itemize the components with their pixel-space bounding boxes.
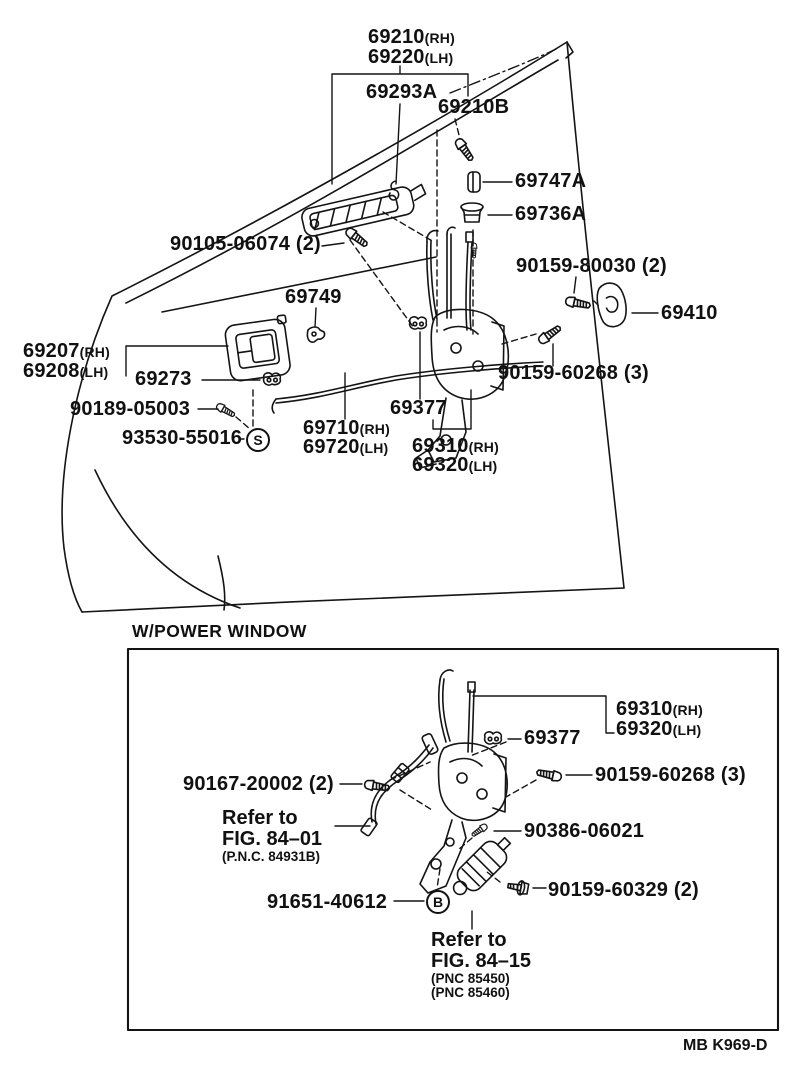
label-69720: 69720(LH) [303, 436, 389, 458]
clip-69749 [307, 327, 324, 342]
label-69377-pw: 69377 [524, 727, 581, 749]
label-69310-main: 69310(RH) [412, 435, 499, 457]
screw-69210B [453, 137, 475, 163]
refer1-line2: FIG. 84–01 [222, 828, 323, 850]
screw-90159-60268-main [537, 323, 563, 345]
refer2-line3: (PNC 85450) [431, 971, 510, 986]
label-90159-60268-pw: 90159-60268 (3) [595, 764, 746, 786]
bolt-90159-60329 [507, 879, 529, 896]
label-69377-main: 69377 [390, 397, 447, 419]
lock-actuator [446, 831, 518, 903]
label-69310-pw: 69310(RH) [616, 698, 703, 720]
screw-90189 [215, 402, 236, 419]
striker-69410 [594, 281, 630, 330]
label-90386-06021: 90386-06021 [524, 820, 645, 842]
refer2-line4: (PNC 85460) [431, 984, 510, 1000]
label-69410: 69410 [661, 302, 718, 324]
label-69273: 69273 [135, 368, 192, 390]
clip-69377-pw [485, 732, 502, 744]
label-90189-05003: 90189-05003 [70, 398, 191, 420]
inside-handle [224, 315, 294, 382]
handle-clip-69293A [389, 181, 398, 200]
label-90167-20002: 90167-20002 (2) [183, 773, 334, 795]
label-69220: 69220(LH) [368, 46, 454, 68]
refer2-line2: FIG. 84–15 [431, 950, 532, 972]
lock-assembly-pw [420, 670, 507, 893]
label-69320-main: 69320(LH) [412, 454, 498, 476]
refer1-line1: Refer to [222, 807, 298, 829]
label-69293A: 69293A [366, 81, 438, 103]
refer1-line3: (P.N.C. 84931B) [222, 849, 321, 864]
label-90105-06074: 90105-06074 (2) [170, 233, 321, 255]
label-69710: 69710(RH) [303, 417, 390, 439]
label-69736A: 69736A [515, 203, 587, 225]
screw-90386 [470, 823, 488, 839]
label-93530-55016: 93530-55016 [122, 427, 243, 449]
marker-s: S [246, 428, 270, 452]
drawing-code: MB K969-D [683, 1037, 768, 1054]
clip-69747A [468, 172, 480, 192]
screw-90105 [344, 226, 370, 249]
section-title-power-window: W/POWER WINDOW [132, 621, 307, 641]
grommet-69736A [461, 203, 483, 222]
refer2-line1: Refer to [431, 929, 507, 951]
label-69210: 69210(RH) [368, 26, 455, 48]
lock-assembly-main [416, 227, 508, 468]
label-69749: 69749 [285, 286, 342, 308]
screw-90159-80030 [565, 296, 591, 311]
outside-handle [300, 182, 429, 238]
clip-69377-main [410, 317, 427, 329]
door-outline [62, 42, 624, 612]
release-cable [360, 733, 438, 837]
screw-90167 [364, 779, 390, 793]
note-refer-fig-84-01 [222, 808, 322, 864]
label-69747A: 69747A [515, 170, 587, 192]
label-90159-60268-main: 90159-60268 (3) [498, 362, 649, 384]
label-69320-pw: 69320(LH) [616, 718, 702, 740]
note-refer-fig-84-15 [431, 930, 531, 999]
label-90159-60329: 90159-60329 (2) [548, 879, 699, 901]
label-90159-80030: 90159-80030 (2) [516, 255, 667, 277]
label-69207: 69207(RH) [23, 340, 110, 362]
label-69208: 69208(LH) [23, 360, 109, 382]
label-69210B: 69210B [438, 96, 510, 118]
screw-90159-60268-pw [536, 767, 562, 782]
label-91651-40612: 91651-40612 [267, 891, 388, 913]
marker-b: B [426, 890, 450, 914]
